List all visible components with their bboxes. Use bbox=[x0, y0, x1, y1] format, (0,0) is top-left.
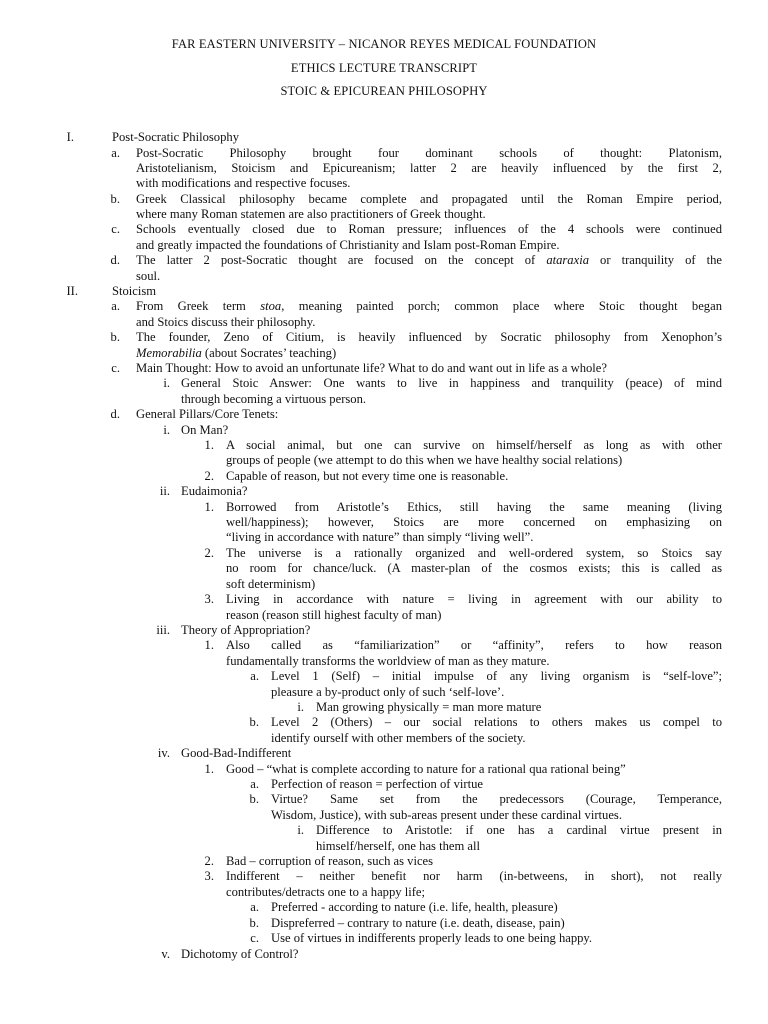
line-text: Good – “what is complete according to nature for a rational qua rational being” bbox=[226, 762, 626, 776]
document-line bbox=[0, 438, 768, 454]
line-text: On Man? bbox=[181, 423, 229, 437]
italic-term: stoa bbox=[260, 299, 282, 313]
line-text: Borrowed from Aristotle’s Ethics, still having the same meaning (living bbox=[226, 500, 722, 514]
list-marker: i. bbox=[163, 423, 170, 437]
line-text: soul. bbox=[136, 269, 161, 283]
document-line bbox=[0, 361, 768, 377]
document-line bbox=[0, 176, 768, 192]
list-marker: 3. bbox=[204, 869, 214, 883]
document-line bbox=[0, 392, 768, 408]
list-marker: i. bbox=[297, 700, 304, 714]
line-text: Perfection of reason = perfection of virtue bbox=[271, 777, 484, 791]
document-line bbox=[0, 808, 768, 824]
list-marker: i. bbox=[297, 823, 304, 837]
document-line bbox=[0, 869, 768, 885]
list-marker: b. bbox=[110, 192, 120, 206]
line-text: Dispreferred – contrary to nature (i.e. death, disease, pain) bbox=[271, 916, 565, 930]
line-text: Main Thought: How to avoid an unfortunate life? What to do and want out in life as a whole? bbox=[136, 361, 607, 375]
list-marker: iv. bbox=[157, 746, 170, 760]
list-marker: 2. bbox=[204, 546, 214, 560]
list-marker: 2. bbox=[204, 469, 214, 483]
line-text: reason (reason still highest faculty of man) bbox=[226, 608, 442, 622]
document-line bbox=[0, 592, 768, 608]
document-line bbox=[0, 130, 768, 146]
line-text bbox=[136, 346, 336, 362]
line-text bbox=[136, 299, 722, 315]
list-marker: a. bbox=[250, 900, 259, 914]
line-text: where many Roman statemen are also practitioners of Greek thought. bbox=[136, 207, 486, 221]
document-line bbox=[0, 222, 768, 238]
lecture-title: STOIC & EPICUREAN PHILOSOPHY bbox=[280, 84, 488, 98]
line-text: Aristotelianism, Stoicism and Epicureanism; latter 2 are heavily influenced by the first 2, bbox=[136, 161, 722, 175]
document-line bbox=[0, 315, 768, 331]
document-line bbox=[0, 947, 768, 963]
line-text: and greatly impacted the foundations of Christianity and Islam post-Roman Empire. bbox=[136, 238, 560, 252]
document-line bbox=[0, 146, 768, 162]
list-marker: 2. bbox=[204, 854, 214, 868]
line-text: soft determinism) bbox=[226, 577, 316, 591]
line-text: Use of virtues in indifferents properly leads to one being happy. bbox=[271, 931, 593, 945]
italic-term: ataraxia bbox=[546, 253, 589, 267]
document-line bbox=[0, 161, 768, 177]
line-text: Good-Bad-Indifferent bbox=[181, 746, 292, 760]
document-line bbox=[0, 715, 768, 731]
document-line bbox=[0, 561, 768, 577]
list-marker: v. bbox=[161, 947, 170, 961]
line-text: Wisdom, Justice), with sub-areas present under these cardinal virtues. bbox=[271, 808, 622, 822]
line-text: Stoicism bbox=[112, 284, 157, 298]
document-line bbox=[0, 700, 768, 716]
document-line bbox=[0, 269, 768, 285]
line-text: identify ourself with other members of the society. bbox=[271, 731, 526, 745]
document-line bbox=[0, 577, 768, 593]
list-marker: c. bbox=[111, 361, 120, 375]
list-marker: d. bbox=[110, 407, 120, 421]
list-marker: a. bbox=[250, 777, 259, 791]
line-text: contributes/detracts one to a happy life; bbox=[226, 885, 425, 899]
line-text bbox=[136, 253, 722, 269]
document-line bbox=[0, 792, 768, 808]
list-marker: I. bbox=[66, 130, 74, 144]
document-line bbox=[0, 330, 768, 346]
document-line bbox=[0, 423, 768, 439]
line-text: Capable of reason, but not every time one is reasonable. bbox=[226, 469, 509, 483]
document-line bbox=[0, 900, 768, 916]
line-text: Difference to Aristotle: if one has a cardinal virtue present in bbox=[316, 823, 722, 837]
list-marker: b. bbox=[249, 715, 259, 729]
document-line bbox=[0, 515, 768, 531]
line-text-segment: or tranquility of the bbox=[589, 253, 722, 267]
document-line bbox=[0, 284, 768, 300]
list-marker: II. bbox=[66, 284, 78, 298]
list-marker: a. bbox=[111, 299, 120, 313]
list-marker: c. bbox=[250, 931, 259, 945]
list-marker: 1. bbox=[204, 500, 214, 514]
line-text-segment: (about Socrates’ teaching) bbox=[201, 346, 337, 360]
line-text: Schools eventually closed due to Roman pressure; influences of the 4 schools were continued bbox=[136, 222, 722, 236]
list-marker: b. bbox=[249, 916, 259, 930]
document-line bbox=[0, 823, 768, 839]
document-line bbox=[0, 638, 768, 654]
line-text: A social animal, but one can survive on himself/herself as long as with other bbox=[226, 438, 722, 452]
document-line bbox=[0, 885, 768, 901]
document-line bbox=[0, 931, 768, 947]
list-marker: 3. bbox=[204, 592, 214, 606]
line-text: Post-Socratic Philosophy bbox=[112, 130, 239, 144]
line-text: General Pillars/Core Tenets: bbox=[136, 407, 279, 421]
italic-term: Memorabilia bbox=[136, 346, 202, 360]
line-text: and Stoics discuss their philosophy. bbox=[136, 315, 316, 329]
document-line bbox=[0, 623, 768, 639]
line-text-segment: , meaning painted porch; common place where Stoic thought began bbox=[281, 299, 722, 313]
line-text: The universe is a rationally organized and well-ordered system, so Stoics say bbox=[226, 546, 722, 560]
line-text: Bad – corruption of reason, such as vices bbox=[226, 854, 434, 868]
document-line bbox=[0, 207, 768, 223]
document-line bbox=[0, 546, 768, 562]
document-line bbox=[0, 731, 768, 747]
document-line bbox=[0, 608, 768, 624]
line-text: through becoming a virtuous person. bbox=[181, 392, 367, 406]
list-marker: a. bbox=[111, 146, 120, 160]
document-line bbox=[0, 777, 768, 793]
document-line bbox=[0, 530, 768, 546]
line-text: Level 1 (Self) – initial impulse of any living organism is “self-love”; bbox=[271, 669, 722, 683]
list-marker: c. bbox=[111, 222, 120, 236]
line-text: Greek Classical philosophy became complete and propagated until the Roman Empire period, bbox=[136, 192, 722, 206]
list-marker: b. bbox=[249, 792, 259, 806]
line-text-segment: The latter 2 post-Socratic thought are focused on the concept of bbox=[136, 253, 547, 267]
document-line bbox=[0, 238, 768, 254]
line-text: pleasure a by-product only of such ‘self-love’. bbox=[271, 685, 505, 699]
list-marker: a. bbox=[250, 669, 259, 683]
document-line bbox=[0, 299, 768, 315]
line-text: fundamentally transforms the worldview of man as they mature. bbox=[226, 654, 550, 668]
line-text: Eudaimonia? bbox=[181, 484, 248, 498]
line-text: Virtue? Same set from the predecessors (Courage, Temperance, bbox=[271, 792, 722, 806]
list-marker: ii. bbox=[159, 484, 170, 498]
list-marker: d. bbox=[110, 253, 120, 267]
university-title: FAR EASTERN UNIVERSITY – NICANOR REYES MEDICAL FOUNDATION bbox=[171, 37, 597, 51]
line-text: Living in accordance with nature = living in agreement with our ability to bbox=[226, 592, 722, 606]
document-line bbox=[0, 746, 768, 762]
list-marker: i. bbox=[163, 376, 170, 390]
line-text: Level 2 (Others) – our social relations to others makes us compel to bbox=[271, 715, 722, 729]
document-line bbox=[0, 376, 768, 392]
list-marker: 1. bbox=[204, 638, 214, 652]
document-line bbox=[0, 916, 768, 932]
document-line bbox=[0, 253, 768, 269]
document-line bbox=[0, 500, 768, 516]
document-line bbox=[0, 469, 768, 485]
document-line bbox=[0, 407, 768, 423]
line-text: Dichotomy of Control? bbox=[181, 947, 299, 961]
list-marker: 1. bbox=[204, 762, 214, 776]
line-text: Theory of Appropriation? bbox=[181, 623, 311, 637]
line-text-segment: From Greek term bbox=[136, 299, 261, 313]
document-line bbox=[0, 854, 768, 870]
transcript-title: ETHICS LECTURE TRANSCRIPT bbox=[290, 61, 478, 75]
line-text: General Stoic Answer: One wants to live in happiness and tranquility (peace) of mind bbox=[181, 376, 722, 390]
line-text: Post-Socratic Philosophy brought four dominant schools of thought: Platonism, bbox=[136, 146, 722, 160]
document-line bbox=[0, 685, 768, 701]
list-marker: iii. bbox=[156, 623, 170, 637]
document-line bbox=[0, 346, 768, 362]
document-line bbox=[0, 484, 768, 500]
document-line bbox=[0, 192, 768, 208]
line-text: Preferred - according to nature (i.e. life, health, pleasure) bbox=[271, 900, 558, 914]
line-text: The founder, Zeno of Citium, is heavily influenced by Socratic philosophy from Xenophon’s bbox=[136, 330, 722, 344]
list-marker: 1. bbox=[204, 438, 214, 452]
document-line bbox=[0, 669, 768, 685]
document-line bbox=[0, 654, 768, 670]
line-text: well/happiness); however, Stoics are more concerned on emphasizing on bbox=[226, 515, 722, 529]
line-text: Man growing physically = man more mature bbox=[316, 700, 542, 714]
line-text: groups of people (we attempt to do this when we have healthy social relations) bbox=[226, 453, 623, 467]
document-line bbox=[0, 453, 768, 469]
line-text: with modifications and respective focuses. bbox=[136, 176, 351, 190]
line-text: “living in accordance with nature” than simply “living well”. bbox=[226, 530, 534, 544]
list-marker: b. bbox=[110, 330, 120, 344]
line-text: Also called as “familiarization” or “affinity”, refers to how reason bbox=[226, 638, 722, 652]
line-text: Indifferent – neither benefit nor harm (in-betweens, in short), not really bbox=[226, 869, 722, 883]
document-line bbox=[0, 762, 768, 778]
line-text: himself/herself, one has them all bbox=[316, 839, 481, 853]
document-line bbox=[0, 839, 768, 855]
line-text: no room for chance/luck. (A master-plan of the cosmos exists; this is called as bbox=[226, 561, 722, 575]
